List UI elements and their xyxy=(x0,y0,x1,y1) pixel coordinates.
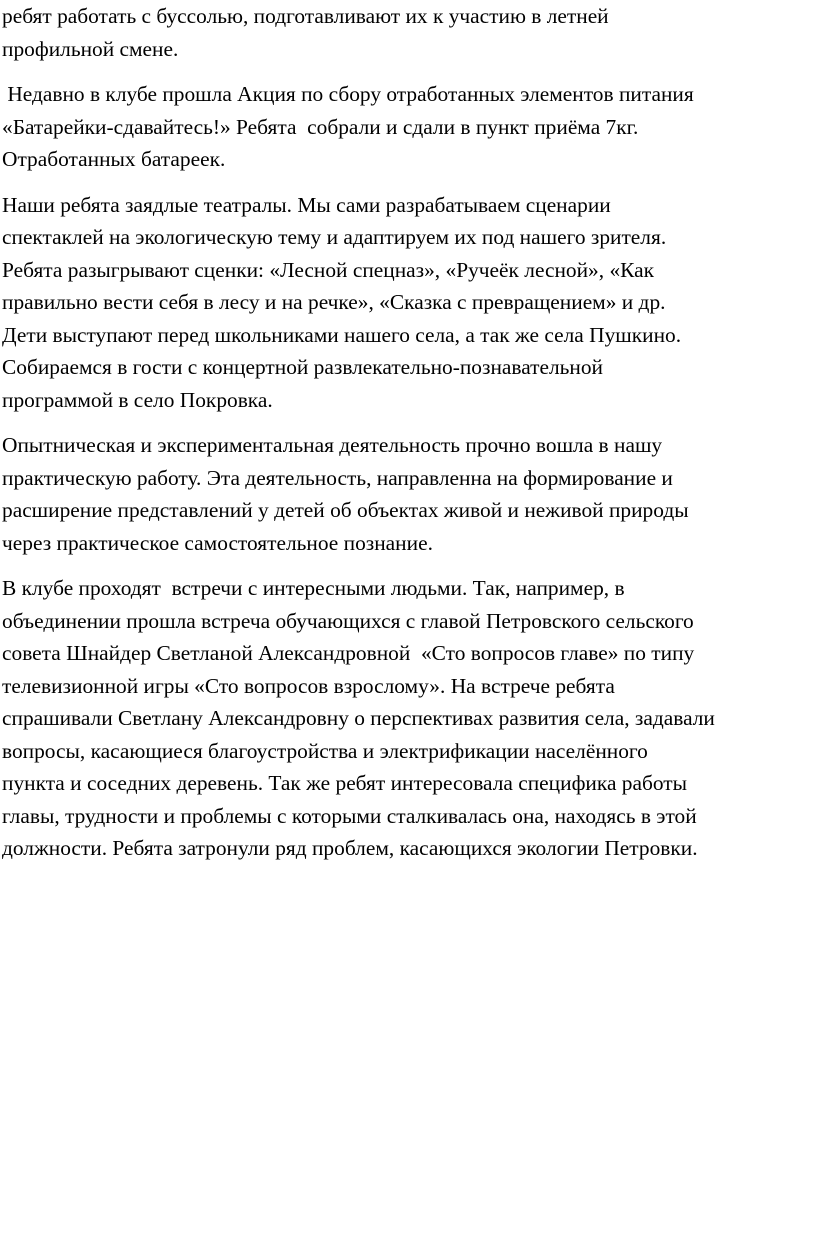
paragraph-5 xyxy=(2,572,814,865)
text-line: объединении прошла встреча обучающихся с главой Петровского сельского xyxy=(2,608,694,633)
text-line: Наши ребята заядлые театралы. Мы сами разрабатываем сценарии xyxy=(2,192,611,217)
paragraph-4 xyxy=(2,429,814,559)
text-line: ребят работать с буссолью, подготавливают их к участию в летней xyxy=(2,4,609,28)
paragraph-1 xyxy=(2,0,814,65)
text-line: Ребята разыгрывают сценки: «Лесной спецназ», «Ручеёк лесной», «Как xyxy=(2,257,655,282)
text-line: пункта и соседних деревень. Так же ребят интересовала специфика работы xyxy=(2,771,687,795)
text-line: программой в село Покровка. xyxy=(2,387,273,412)
text-line: практическую работу. Эта деятельность, направленна на формирование и xyxy=(2,465,673,490)
text-line: телевизионной игры «Сто вопросов взрослому». На встрече ребята xyxy=(2,673,615,698)
document-page xyxy=(2,0,814,878)
text-line: спрашивали Светлану Александровну о перспективах развития села, задавали xyxy=(2,706,715,730)
text-line: «Батарейки-сдавайтесь!» Ребята собрали и сдали в пункт приёма 7кг. xyxy=(2,114,639,139)
text-line: должности. Ребята затронули ряд проблем, касающихся экологии Петровки. xyxy=(2,836,698,860)
text-line: Недавно в клубе прошла Акция по сбору отработанных элементов питания xyxy=(2,82,694,106)
text-line: совета Шнайдер Светланой Александровной «Сто вопросов главе» по типу xyxy=(2,641,695,665)
paragraph-3 xyxy=(2,189,814,417)
text-line: через практическое самостоятельное познание. xyxy=(2,530,433,555)
text-line: спектаклей на экологическую тему и адаптируем их под нашего зрителя. xyxy=(2,225,667,249)
text-line: Опытническая и экспериментальная деятельность прочно вошла в нашу xyxy=(2,433,663,457)
text-line: расширение представлений у детей об объектах живой и неживой природы xyxy=(2,498,689,522)
text-line: Отработанных батареек. xyxy=(2,147,226,171)
text-line: Собираемся в гости с концертной развлекательно-познавательной xyxy=(2,355,604,379)
text-line: профильной смене. xyxy=(2,36,179,61)
text-line: Дети выступают перед школьниками нашего села, а так же села Пушкино. xyxy=(2,322,682,347)
paragraph-2 xyxy=(2,78,814,176)
text-line: правильно вести себя в лесу и на речке», «Сказка с превращением» и др. xyxy=(2,290,666,314)
text-line: вопросы, касающиеся благоустройства и электрификации населённого xyxy=(2,738,648,763)
text-line: В клубе проходят встречи с интересными людьми. Так, например, в xyxy=(2,576,625,600)
text-line: главы, трудности и проблемы с которыми сталкивалась она, находясь в этой xyxy=(2,803,697,828)
